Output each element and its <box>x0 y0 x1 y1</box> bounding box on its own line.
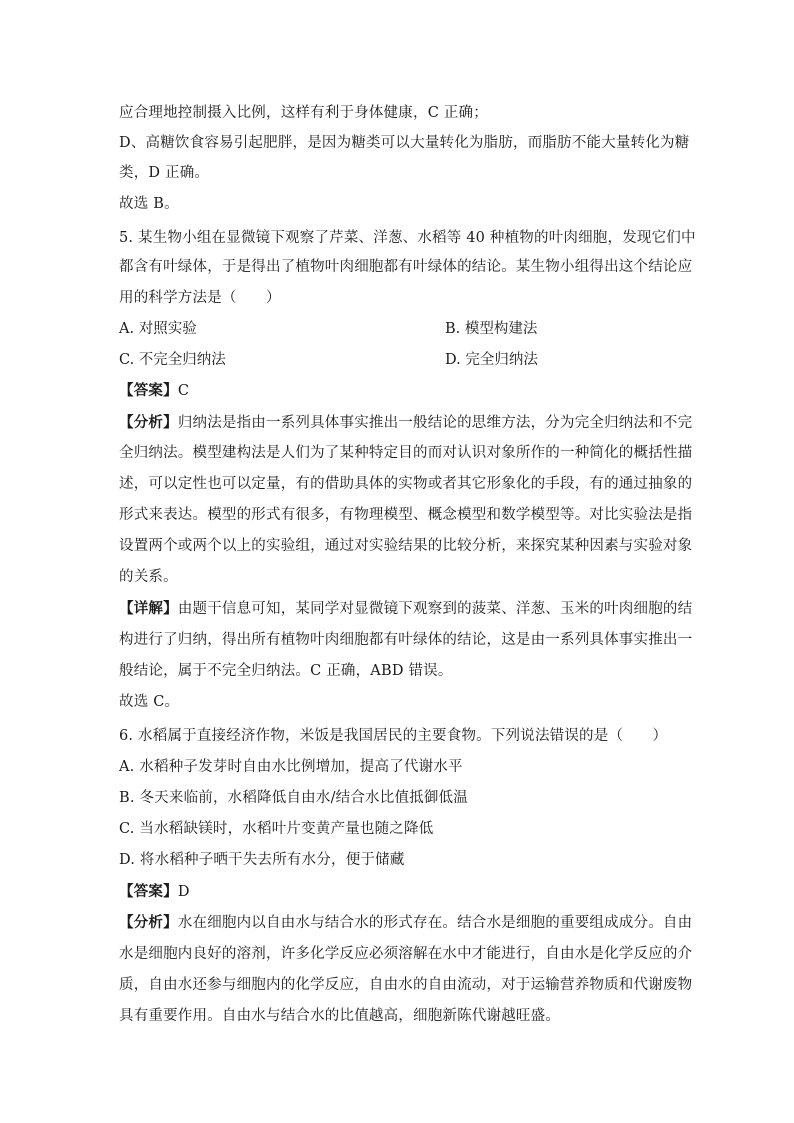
answer-tag: 【答案】 <box>119 382 178 399</box>
detail-line: 般结论，属于不完全归纳法。C 正确，ABD 错误。 <box>119 663 453 679</box>
analysis-text: 水在细胞内以自由水与结合水的形式存在。结合水是细胞的重要组成成分。自由 <box>177 915 693 931</box>
option-a: A. 水稻种子发芽时自由水比例增加，提高了代谢水平 <box>119 759 463 775</box>
answer-tag: 【答案】 <box>119 883 178 900</box>
detail-line <box>119 599 693 619</box>
analysis-line: 水是细胞内良好的溶剂，许多化学反应必须溶解在水中才能进行，自由水是化学反应的介 <box>119 946 693 962</box>
analysis-line: 述，可以定性也可以定量，有的借助具体的实物或者其它形象化的手段，有的通过抽象的 <box>119 476 693 492</box>
option-d: D. 将水稻种子晒干失去所有水分，便于储藏 <box>119 852 405 868</box>
question-5-stem: 都含有叶绿体，于是得出了植物叶肉细胞都有叶绿体的结论。某生物小组得出这个结论应 <box>119 259 693 275</box>
option-b: B. 冬天来临前，水稻降低自由水/结合水比值抵御低温 <box>119 790 468 806</box>
detail-tag: 【详解】 <box>119 600 178 617</box>
option-c: C. 不完全归纳法 <box>119 352 226 368</box>
detail-line: 构进行了归纳，得出所有植物叶肉细胞都有叶绿体的结论，这是由一系列具体事实推出一 <box>119 632 693 648</box>
detail-text: 由题干信息可知，某同学对显微镜下观察到的菠菜、洋葱、玉米的叶肉细胞的结 <box>177 601 693 617</box>
question-5-stem: 5. 某生物小组在显微镜下观察了芹菜、洋葱、水稻等 40 种植物的叶肉细胞，发现它们中 <box>119 230 696 246</box>
analysis-line: 具有重要作用。自由水与结合水的比值越高，细胞新陈代谢越旺盛。 <box>119 1008 560 1024</box>
analysis-line <box>119 413 693 433</box>
option-a: A. 对照实验 <box>119 321 197 337</box>
text-line: 类，D 正确。 <box>119 165 210 181</box>
option-b: B. 模型构建法 <box>445 321 538 337</box>
analysis-line: 形式来表达。模型的形式有很多，有物理模型、概念模型和数学模型等。对比实验法是指 <box>119 507 693 523</box>
text-line: 故选 B。 <box>119 196 179 212</box>
analysis-text: 归纳法是指由一系列具体事实推出一般结论的思维方法，分为完全归纳法和不完 <box>177 415 693 431</box>
answer-value: D <box>177 884 190 900</box>
analysis-tag: 【分析】 <box>119 914 178 931</box>
analysis-line <box>119 913 693 933</box>
answer-value: C <box>177 383 190 399</box>
analysis-tag: 【分析】 <box>119 414 178 431</box>
analysis-line: 设置两个或两个以上的实验组，通过对实验结果的比较分析，来探究某种因素与实验对象 <box>119 538 693 554</box>
answer-line <box>119 381 679 401</box>
analysis-line: 全归纳法。模型建构法是人们为了某种特定目的而对认识对象所作的一种简化的概括性描 <box>119 445 693 461</box>
analysis-line: 的关系。 <box>119 569 178 585</box>
question-6-stem: 6. 水稻属于直接经济作物，米饭是我国居民的主要食物。下列说法错误的是（ ） <box>119 728 668 744</box>
answer-line <box>119 882 679 902</box>
text-line: D、高糖饮食容易引起肥胖，是因为糖类可以大量转化为脂肪，而脂肪不能大量转化为糖 <box>119 135 690 151</box>
text-line: 应合理地控制摄入比例，这样有利于身体健康，C 正确； <box>119 105 488 121</box>
question-5-stem: 用的科学方法是（ ） <box>119 290 281 306</box>
option-c: C. 当水稻缺镁时，水稻叶片变黄产量也随之降低 <box>119 821 434 837</box>
analysis-line: 质，自由水还参与细胞内的化学反应，自由水的自由流动，对于运输营养物质和代谢废物 <box>119 977 693 993</box>
option-d: D. 完全归纳法 <box>445 352 538 368</box>
choice-line: 故选 C。 <box>119 694 180 710</box>
